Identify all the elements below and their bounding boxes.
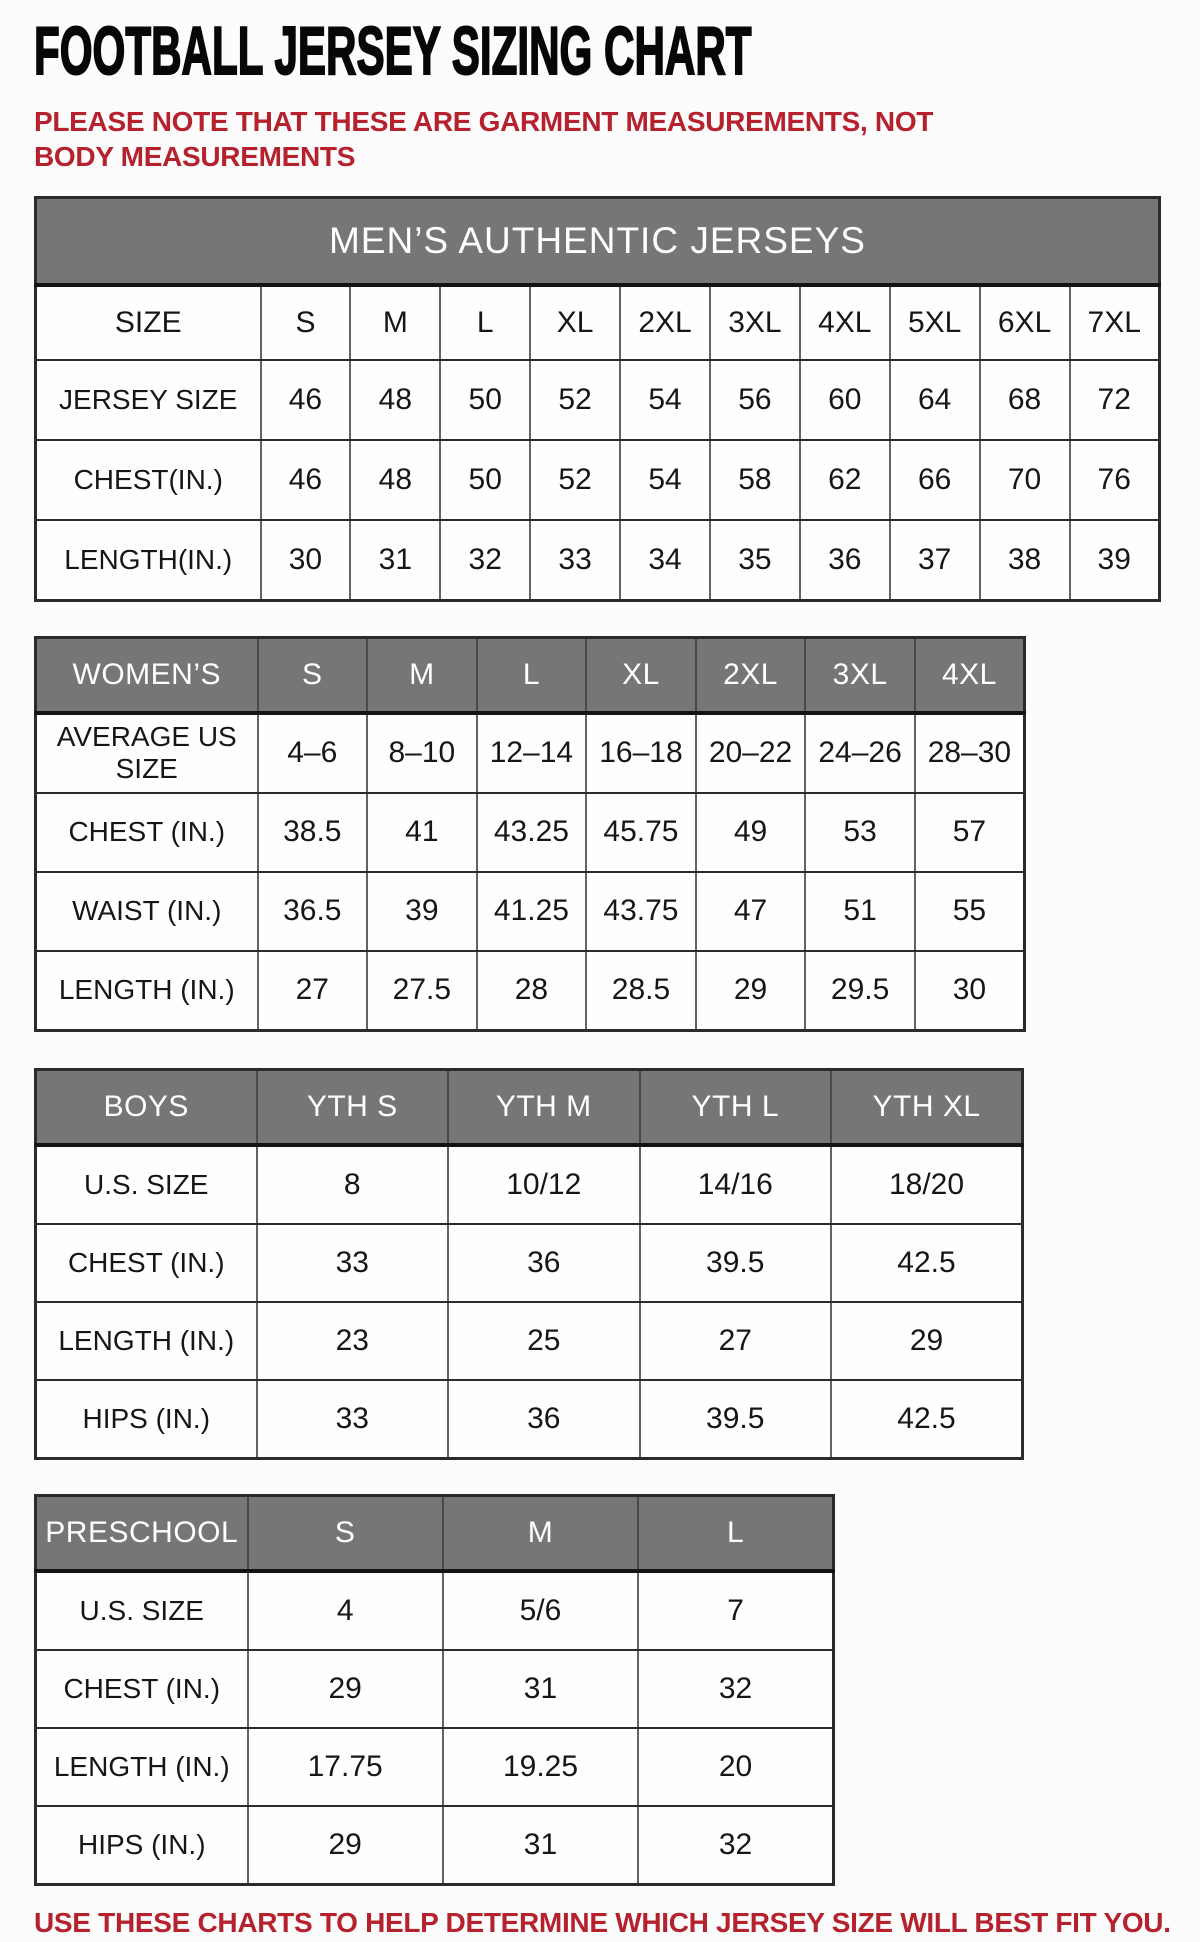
column-header: 2XL: [696, 637, 806, 713]
column-header: WOMEN’S: [36, 637, 258, 713]
size-value: 31: [443, 1806, 638, 1885]
column-header: YTH XL: [831, 1069, 1023, 1145]
size-value: 4: [248, 1571, 443, 1650]
size-value: 38: [980, 520, 1070, 601]
column-header: 7XL: [1070, 285, 1160, 360]
row-label: JERSEY SIZE: [36, 360, 261, 440]
size-value: 52: [530, 360, 620, 440]
row-label: LENGTH (IN.): [36, 1302, 257, 1380]
header-row: [36, 1069, 1023, 1145]
size-value: 20: [638, 1728, 833, 1806]
page-title: [34, 13, 1200, 89]
column-header: 5XL: [890, 285, 980, 360]
size-value: 12–14: [477, 713, 587, 793]
size-value: 25: [448, 1302, 640, 1380]
column-header: PRESCHOOL: [36, 1495, 248, 1571]
column-header: M: [367, 637, 477, 713]
size-value: 32: [638, 1650, 833, 1728]
size-value: 30: [915, 951, 1025, 1031]
size-value: 29.5: [805, 951, 915, 1031]
size-value: 51: [805, 872, 915, 951]
table-row: [36, 713, 1025, 793]
size-value: 46: [261, 440, 351, 520]
column-header: 3XL: [710, 285, 800, 360]
size-value: 5/6: [443, 1571, 638, 1650]
column-header: S: [248, 1495, 443, 1571]
size-value: 36.5: [258, 872, 368, 951]
size-value: 52: [530, 440, 620, 520]
size-value: 58: [710, 440, 800, 520]
table-row: [36, 440, 1160, 520]
column-header: 4XL: [915, 637, 1025, 713]
column-header: L: [477, 637, 587, 713]
column-header: M: [350, 285, 440, 360]
size-value: 29: [831, 1302, 1023, 1380]
size-value: 68: [980, 360, 1070, 440]
size-value: 14/16: [640, 1145, 832, 1224]
size-value: 57: [915, 793, 1025, 872]
table-row: [36, 1145, 1023, 1224]
column-header: YTH L: [640, 1069, 832, 1145]
size-value: 46: [261, 360, 351, 440]
size-value: 27.5: [367, 951, 477, 1031]
size-value: 10/12: [448, 1145, 640, 1224]
size-value: 42.5: [831, 1380, 1023, 1459]
row-label: U.S. SIZE: [36, 1145, 257, 1224]
size-value: 64: [890, 360, 980, 440]
size-value: 33: [257, 1380, 449, 1459]
size-value: 17.75: [248, 1728, 443, 1806]
size-value: 27: [258, 951, 368, 1031]
size-value: 32: [440, 520, 530, 601]
row-label: U.S. SIZE: [36, 1571, 248, 1650]
size-value: 16–18: [586, 713, 696, 793]
table-row: [36, 951, 1025, 1031]
size-value: 55: [915, 872, 1025, 951]
size-value: 62: [800, 440, 890, 520]
row-label: WAIST (IN.): [36, 872, 258, 951]
row-label: HIPS (IN.): [36, 1806, 248, 1885]
size-value: 8–10: [367, 713, 477, 793]
size-value: 20–22: [696, 713, 806, 793]
column-header: S: [261, 285, 351, 360]
size-value: 66: [890, 440, 980, 520]
table-row: [36, 1224, 1023, 1302]
column-header: S: [258, 637, 368, 713]
size-value: 76: [1070, 440, 1160, 520]
size-value: 39: [1070, 520, 1160, 601]
size-value: 38.5: [258, 793, 368, 872]
row-label: CHEST (IN.): [36, 793, 258, 872]
size-value: 33: [530, 520, 620, 601]
size-value: 48: [350, 360, 440, 440]
size-value: 23: [257, 1302, 449, 1380]
row-label: CHEST (IN.): [36, 1650, 248, 1728]
header-row: [36, 637, 1025, 713]
column-header: M: [443, 1495, 638, 1571]
size-value: 48: [350, 440, 440, 520]
size-value: 39.5: [640, 1380, 832, 1459]
size-value: 36: [448, 1380, 640, 1459]
table-row: [36, 520, 1160, 601]
column-header: XL: [586, 637, 696, 713]
size-value: 50: [440, 360, 530, 440]
row-label: AVERAGE US SIZE: [36, 713, 258, 793]
row-label: CHEST(IN.): [36, 440, 261, 520]
table-row: [36, 1806, 834, 1885]
size-value: 8: [257, 1145, 449, 1224]
garment-measurement-note: PLEASE NOTE THAT THESE ARE GARMENT MEASUREMENTS, NOT BODY MEASUREMENTS: [34, 106, 934, 172]
size-value: 47: [696, 872, 806, 951]
size-value: 36: [800, 520, 890, 601]
column-header: 6XL: [980, 285, 1070, 360]
column-header: 2XL: [620, 285, 710, 360]
size-value: 28: [477, 951, 587, 1031]
row-label: LENGTH(IN.): [36, 520, 261, 601]
size-value: 18/20: [831, 1145, 1023, 1224]
table-row: [36, 1728, 834, 1806]
header-row: [36, 1495, 834, 1571]
size-value: 24–26: [805, 713, 915, 793]
row-label: CHEST (IN.): [36, 1224, 257, 1302]
size-value: 49: [696, 793, 806, 872]
column-header: YTH M: [448, 1069, 640, 1145]
header-row: [36, 285, 1160, 360]
size-value: 60: [800, 360, 890, 440]
size-value: 29: [248, 1806, 443, 1885]
size-value: 72: [1070, 360, 1160, 440]
size-value: 29: [248, 1650, 443, 1728]
table-banner: MEN’S AUTHENTIC JERSEYS: [36, 197, 1160, 285]
column-header: 3XL: [805, 637, 915, 713]
footer-note: USE THESE CHARTS TO HELP DETERMINE WHICH JERSEY SIZE WILL BEST FIT YOU.: [34, 1906, 1171, 1938]
size-value: 4–6: [258, 713, 368, 793]
row-label: HIPS (IN.): [36, 1380, 257, 1459]
size-value: 31: [350, 520, 440, 601]
table-row: [36, 1380, 1023, 1459]
size-value: 54: [620, 360, 710, 440]
table-row: [36, 1650, 834, 1728]
size-value: 31: [443, 1650, 638, 1728]
table-row: [36, 872, 1025, 951]
size-value: 7: [638, 1571, 833, 1650]
row-label: LENGTH (IN.): [36, 951, 258, 1031]
size-value: 53: [805, 793, 915, 872]
size-value: 33: [257, 1224, 449, 1302]
table-row: [36, 1302, 1023, 1380]
size-value: 35: [710, 520, 800, 601]
column-header: XL: [530, 285, 620, 360]
size-value: 41.25: [477, 872, 587, 951]
table-row: [36, 360, 1160, 440]
size-value: 28–30: [915, 713, 1025, 793]
table-row: [36, 793, 1025, 872]
column-header: L: [440, 285, 530, 360]
size-value: 54: [620, 440, 710, 520]
womens-sizing-table: [34, 636, 1026, 1032]
size-value: 70: [980, 440, 1070, 520]
size-value: 56: [710, 360, 800, 440]
size-value: 29: [696, 951, 806, 1031]
size-value: 32: [638, 1806, 833, 1885]
size-value: 42.5: [831, 1224, 1023, 1302]
size-value: 30: [261, 520, 351, 601]
size-value: 43.25: [477, 793, 587, 872]
size-value: 37: [890, 520, 980, 601]
row-label: LENGTH (IN.): [36, 1728, 248, 1806]
size-value: 41: [367, 793, 477, 872]
size-value: 36: [448, 1224, 640, 1302]
size-value: 45.75: [586, 793, 696, 872]
size-value: 27: [640, 1302, 832, 1380]
column-header: SIZE: [36, 285, 261, 360]
column-header: 4XL: [800, 285, 890, 360]
size-value: 50: [440, 440, 530, 520]
size-value: 19.25: [443, 1728, 638, 1806]
page-title-text: FOOTBALL JERSEY SIZING CHART: [34, 13, 752, 89]
column-header: L: [638, 1495, 833, 1571]
size-value: 39.5: [640, 1224, 832, 1302]
size-value: 39: [367, 872, 477, 951]
column-header: YTH S: [257, 1069, 449, 1145]
mens-authentic-jerseys-table: [34, 196, 1161, 602]
size-value: 43.75: [586, 872, 696, 951]
boys-sizing-table: [34, 1068, 1024, 1460]
table-row: [36, 1571, 834, 1650]
preschool-sizing-table: [34, 1494, 835, 1886]
column-header: BOYS: [36, 1069, 257, 1145]
size-value: 28.5: [586, 951, 696, 1031]
size-value: 34: [620, 520, 710, 601]
